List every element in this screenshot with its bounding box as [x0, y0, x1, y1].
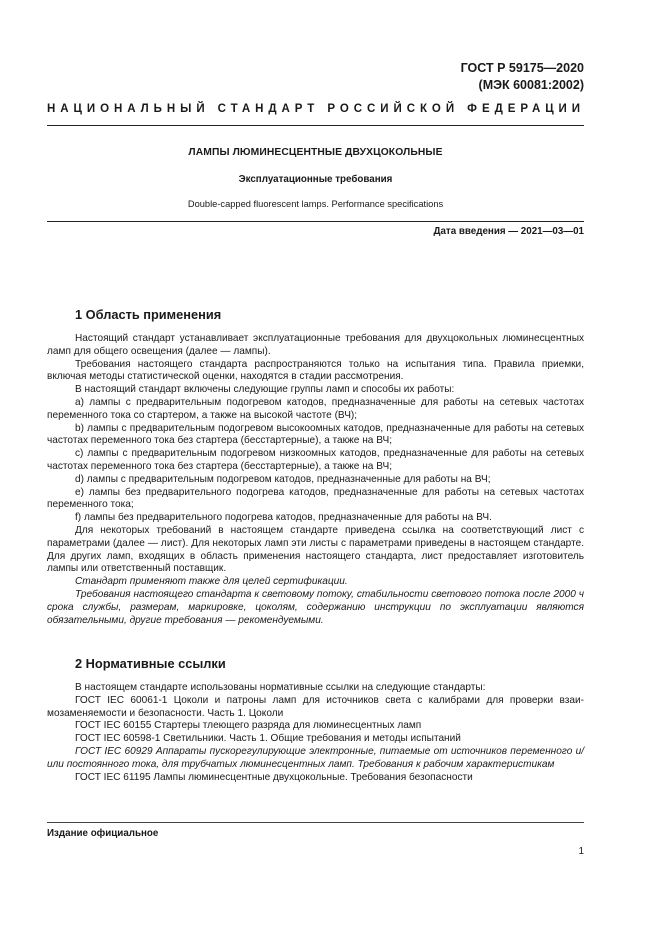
paragraph: ГОСТ IEC 61195 Лампы люминесцентные двухцокольные. Требования безопасности	[75, 771, 473, 783]
document-title: ЛАМПЫ ЛЮМИНЕСЦЕНТНЫЕ ДВУХЦОКОЛЬНЫЕ	[188, 147, 443, 158]
standard-designation	[461, 60, 584, 94]
section-2-body	[47, 682, 584, 784]
paragraph: ГОСТ IEC 60929 Аппараты пускорегулирующие электронные, питаемые от источников переменного и/или постоянного тока, для трубчатых люминесцентных ламп. Требования к рабочим характеристикам	[47, 745, 584, 770]
paragraph: Требования настоящего стандарта распространяются только на испытания типа. Правила приемки, включая методы статистической оценки, находятся в стадии рассмотрения.	[47, 358, 584, 383]
paragraph: Для некоторых требований в настоящем стандарте приведена ссылка на соответствующий лист с параметрами (далее — лист). Для некоторых ламп эти листы с параметрами приведены в настоящем стандарте. Для других ламп, входящих в область применения настоящего стандарта, лист предоставляет изготовитель лампы или ответственный поставщик.	[47, 524, 584, 575]
paragraph: Настоящий стандарт устанавливает эксплуатационные требования для двухцокольных люминесцентных ламп для общего освещения (далее — лампы).	[47, 333, 584, 357]
english-title: Double-capped fluorescent lamps. Performance specifications	[187, 199, 444, 209]
standard-equivalent: (МЭК 60081:2002)	[478, 78, 584, 92]
paragraph: c) лампы с предварительным подогревом низкоомных катодов, предназначенные для работы на сетевых частотах переменного тока без стартера (бесстартерные), а также на ВЧ;	[47, 448, 584, 472]
section-2-heading: 2 Нормативные ссылки	[75, 656, 226, 671]
paragraph: ГОСТ IEC 60155 Стартеры тлеющего разряда для люминесцентных ламп	[75, 720, 422, 732]
section-1-body	[47, 333, 584, 627]
paragraph: a) лампы с предварительным подогревом катодов, предназначенные для работы на сетевых частотах переменного тока со стартером, а также на высокой частоте (ВЧ);	[47, 396, 584, 421]
page-number: 1	[578, 846, 584, 857]
paragraph: Стандарт применяют также для целей сертификации.	[75, 576, 348, 588]
paragraph: В настоящем стандарте использованы нормативные ссылки на следующие стандарты:	[75, 682, 486, 693]
paragraph: b) лампы с предварительным подогревом высокоомных катодов, предназначенные для работы на сетевых частотах переменного тока без стартера (бесстартерные), а также на ВЧ;	[47, 422, 584, 447]
paragraph: В настоящий стандарт включены следующие группы ламп и способы их работы:	[75, 384, 455, 396]
paragraph: e) лампы без предварительного подогрева катодов, предназначенные для работы на сетевых частотах переменного тока;	[47, 486, 584, 511]
paragraph: ГОСТ IEC 60598-1 Светильники. Часть 1. Общие требования и методы испытаний	[75, 733, 461, 745]
title-divider	[47, 221, 584, 222]
edition-label: Издание официальное	[47, 828, 159, 839]
paragraph: Требования настоящего стандарта к световому потоку, стабильности светового потока после 2000 ч срока службы, размерам, маркировке, цоколям, содержанию инструкции по эксплуатации являются обязательными, другие требования — рекомендуемыми.	[47, 588, 584, 626]
footer-divider	[47, 822, 584, 823]
introduction-date: Дата введения — 2021—03—01	[433, 226, 584, 237]
national-standard-banner: НАЦИОНАЛЬНЫЙ СТАНДАРТ РОССИЙСКОЙ ФЕДЕРАЦИИ	[47, 103, 585, 115]
standard-number: ГОСТ Р 59175—2020	[460, 61, 584, 75]
paragraph: f) лампы без предварительного подогрева катодов, предназначенные для работы на ВЧ.	[75, 512, 492, 524]
paragraph: d) лампы с предварительным подогревом катодов, предназначенные для работы на ВЧ;	[75, 473, 491, 485]
paragraph: ГОСТ IEC 60061-1 Цоколи и патроны ламп для источников света с калибрами для проверки взаимозаменяемости и безопасности. Часть 1. Цоколи	[47, 694, 584, 719]
header-divider	[47, 125, 584, 126]
document-subtitle: Эксплуатационные требования	[238, 174, 393, 185]
section-1-heading: 1 Область применения	[75, 307, 222, 322]
